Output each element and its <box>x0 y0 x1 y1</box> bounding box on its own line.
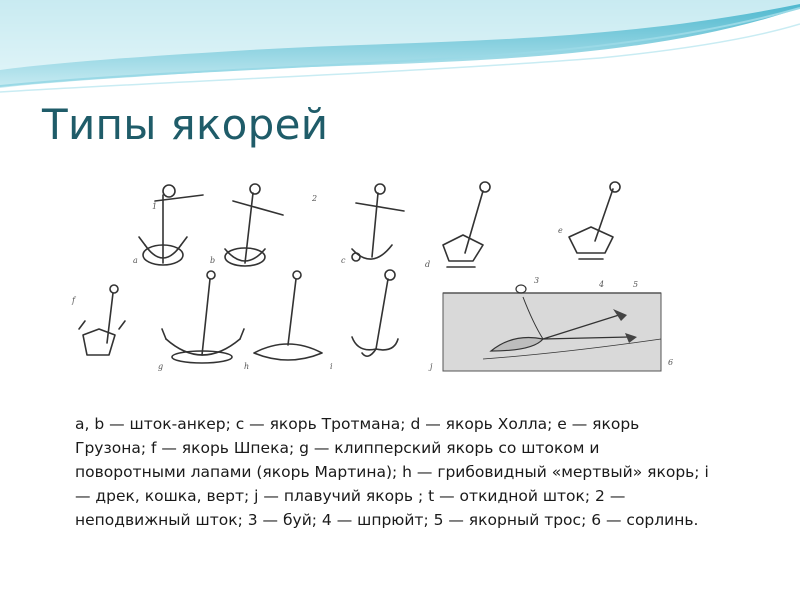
anchor-c-trotman-anchor <box>352 184 404 261</box>
wave-header-decoration <box>0 0 800 95</box>
label-d: d <box>425 260 431 269</box>
figure-caption: a, b — шток-анкер; c — якорь Тротмана; d — якорь Холла; e — якорь Грузона; f — якорь Шпека; g — клипперский якорь со штоком и поворотными лапами (якорь Мартина); h — грибовидный «мертвый» якорь; i — дрек, кошка, верт; j — плавучий якорь ; t — откидной шток; 2 — неподвижный шток; 3 — буй; 4 — шпрюйт; 5 — якорный трос; 6 — сорлинь. <box>75 415 709 529</box>
anchor-h-mushroom-anchor <box>254 271 322 360</box>
anchor-types-illustration <box>58 175 678 385</box>
slide-title: Типы якорей <box>42 100 329 149</box>
label-5: 5 <box>633 280 639 289</box>
label-e: e <box>558 226 563 235</box>
label-i: i <box>330 362 333 371</box>
label-4: 4 <box>599 280 605 289</box>
label-c: c <box>341 256 346 265</box>
anchor-e-gruson-anchor <box>569 182 620 259</box>
anchor-b-stock-anchor <box>225 184 283 266</box>
anchor-f-shpek-anchor <box>79 285 125 355</box>
label-1: 1 <box>152 202 158 211</box>
label-f: f <box>72 296 75 305</box>
anchor-j-floating-anchor <box>443 285 661 371</box>
label-j: j <box>430 362 433 371</box>
label-6: 6 <box>668 358 674 367</box>
anchor-a-stock-anchor <box>139 185 203 265</box>
label-2: 2 <box>312 194 318 203</box>
anchor-i-grapnel-anchor <box>352 270 398 356</box>
anchor-d-hall-anchor <box>443 182 490 267</box>
label-3: 3 <box>534 276 540 285</box>
label-g: g <box>158 362 164 371</box>
label-a: a <box>133 256 138 265</box>
label-h: h <box>244 362 250 371</box>
label-b: b <box>210 256 216 265</box>
anchor-g-martin-clipper-anchor <box>162 271 244 363</box>
